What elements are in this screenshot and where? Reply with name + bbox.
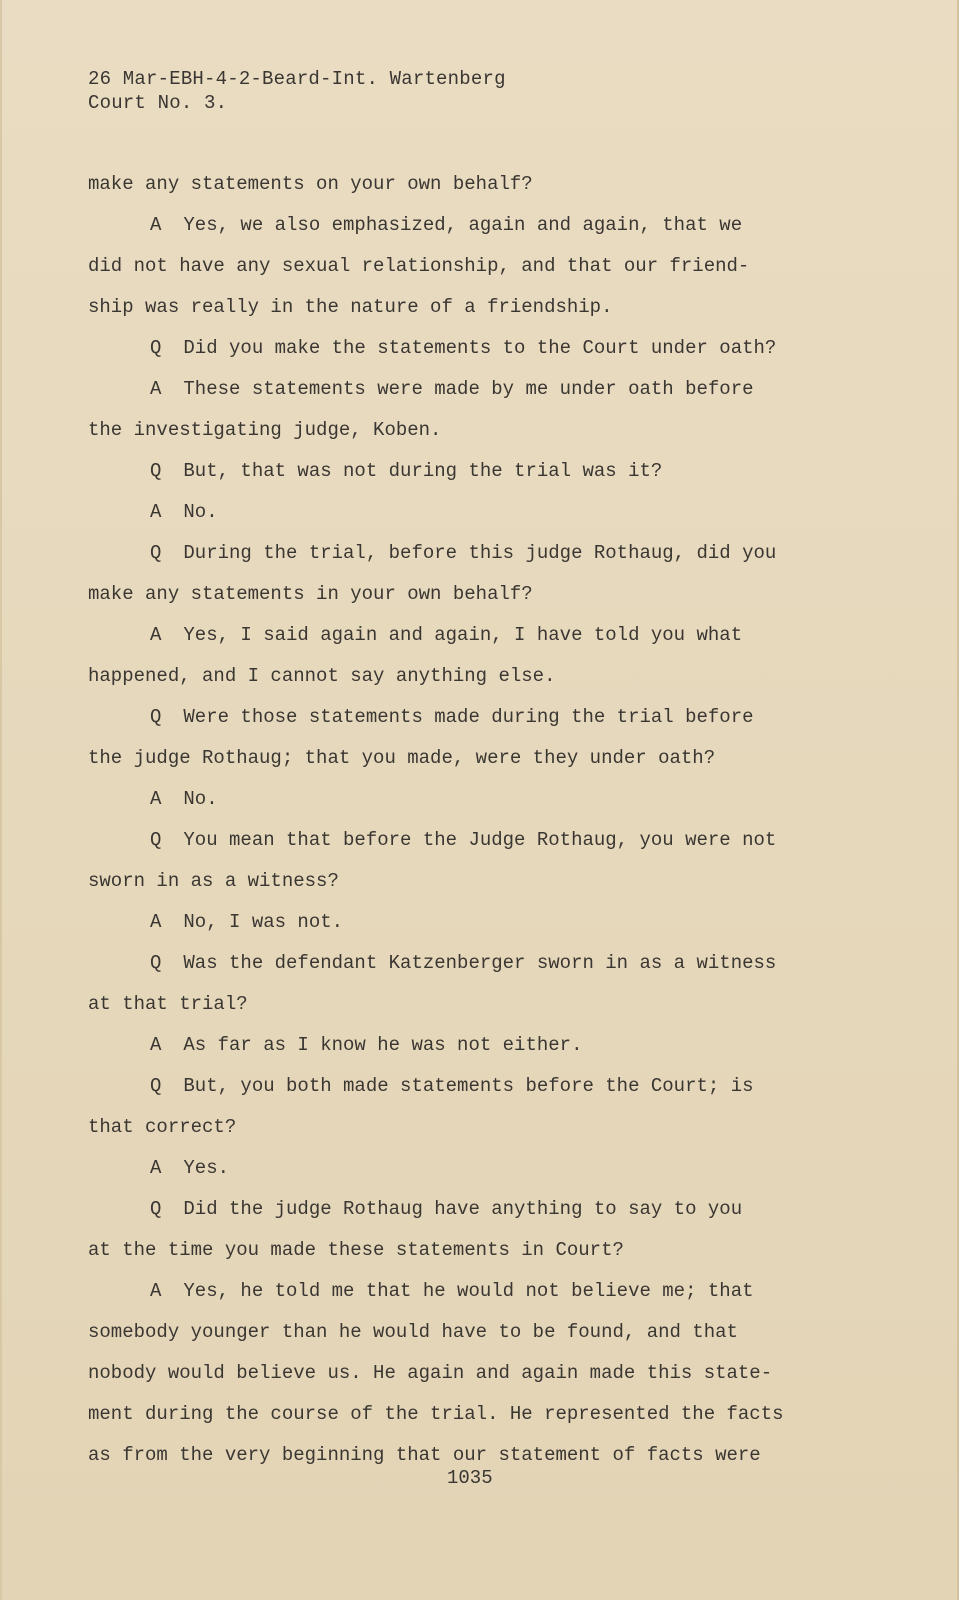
line-text: You mean that before the Judge Rothaug, you were not	[183, 829, 777, 851]
line-text: at the time you made these statements in Court?	[88, 1239, 624, 1261]
speaker-label: Q	[150, 952, 162, 974]
line-text: happened, and I cannot say anything else.	[88, 665, 556, 687]
line-text: the investigating judge, Koben.	[88, 419, 442, 441]
line-text: Yes, we also emphasized, again and again, that we	[183, 214, 743, 236]
transcript-line	[88, 1113, 888, 1154]
transcript-line	[88, 1031, 888, 1072]
line-text: did not have any sexual relationship, and that our friend-	[88, 255, 750, 277]
transcript-line	[88, 252, 888, 293]
speaker-label: Q	[150, 706, 162, 728]
line-text: make any statements in your own behalf?	[88, 583, 533, 605]
line-text: make any statements on your own behalf?	[88, 173, 533, 195]
line-text: Did the judge Rothaug have anything to say to you	[183, 1198, 743, 1220]
transcript-line	[88, 662, 888, 703]
transcript-line	[88, 1277, 888, 1318]
line-text: the judge Rothaug; that you made, were they under oath?	[88, 747, 716, 769]
transcript-line	[88, 1195, 888, 1236]
line-text: sworn in as a witness?	[88, 870, 339, 892]
transcript-line	[88, 949, 888, 990]
transcript-line	[88, 416, 888, 457]
speaker-label: A	[150, 214, 162, 236]
transcript-line	[88, 908, 888, 949]
transcript-line	[88, 170, 888, 211]
speaker-label: Q	[150, 337, 162, 359]
speaker-label: A	[150, 624, 162, 646]
transcript-line	[88, 539, 888, 580]
line-text: ment during the course of the trial. He represented the facts	[88, 1403, 784, 1425]
transcript-line	[88, 580, 888, 621]
transcript-line	[88, 867, 888, 908]
transcript-body	[88, 170, 888, 1482]
transcript-line	[88, 334, 888, 375]
transcript-line	[88, 375, 888, 416]
speaker-label: Q	[150, 1198, 162, 1220]
transcript-line	[88, 703, 888, 744]
header-reference: 26 Mar-EBH-4-2-Beard-Int. Wartenberg	[88, 68, 506, 90]
speaker-label: A	[150, 1157, 162, 1179]
transcript-line	[88, 990, 888, 1031]
line-text: These statements were made by me under oath before	[183, 378, 754, 400]
line-text: Yes, I said again and again, I have told you what	[183, 624, 743, 646]
line-text: As far as I know he was not either.	[183, 1034, 583, 1056]
speaker-label: A	[150, 1034, 162, 1056]
speaker-label: A	[150, 788, 162, 810]
line-text: During the trial, before this judge Rothaug, did you	[183, 542, 777, 564]
speaker-label: A	[150, 378, 162, 400]
transcript-line	[88, 1236, 888, 1277]
line-text: ship was really in the nature of a friendship.	[88, 296, 613, 318]
line-text: But, you both made statements before the Court; is	[183, 1075, 754, 1097]
transcript-line	[88, 1154, 888, 1195]
line-text: But, that was not during the trial was it?	[183, 460, 663, 482]
speaker-label: Q	[150, 542, 162, 564]
transcript-line	[88, 498, 888, 539]
line-text: Was the defendant Katzenberger sworn in as a witness	[183, 952, 777, 974]
line-text: Yes.	[183, 1157, 230, 1179]
speaker-label: A	[150, 911, 162, 933]
line-text: as from the very beginning that our statement of facts were	[88, 1444, 761, 1466]
speaker-label: Q	[150, 829, 162, 851]
transcript-line	[88, 457, 888, 498]
line-text: No.	[183, 788, 218, 810]
line-text: Did you make the statements to the Court under oath?	[183, 337, 777, 359]
speaker-label: Q	[150, 1075, 162, 1097]
transcript-line	[88, 1318, 888, 1359]
line-text: at that trial?	[88, 993, 248, 1015]
transcript-line	[88, 785, 888, 826]
header-court: Court No. 3.	[88, 92, 228, 114]
document-header	[88, 67, 506, 115]
transcript-line	[88, 826, 888, 867]
transcript-line	[88, 1359, 888, 1400]
line-text: No.	[183, 501, 218, 523]
line-text: No, I was not.	[183, 911, 344, 933]
line-text: that correct?	[88, 1116, 237, 1138]
line-text: nobody would believe us. He again and again made this state-	[88, 1362, 773, 1384]
speaker-label: Q	[150, 460, 162, 482]
line-text: Yes, he told me that he would not believe me; that	[183, 1280, 754, 1302]
line-text: Were those statements made during the trial before	[183, 706, 754, 728]
speaker-label: A	[150, 1280, 162, 1302]
transcript-line	[88, 1072, 888, 1113]
transcript-line	[88, 621, 888, 662]
transcript-line	[88, 211, 888, 252]
transcript-line	[88, 1400, 888, 1441]
page-number: 1035	[447, 1467, 493, 1489]
transcript-line	[88, 293, 888, 334]
speaker-label: A	[150, 501, 162, 523]
line-text: somebody younger than he would have to be found, and that	[88, 1321, 738, 1343]
transcript-line	[88, 744, 888, 785]
